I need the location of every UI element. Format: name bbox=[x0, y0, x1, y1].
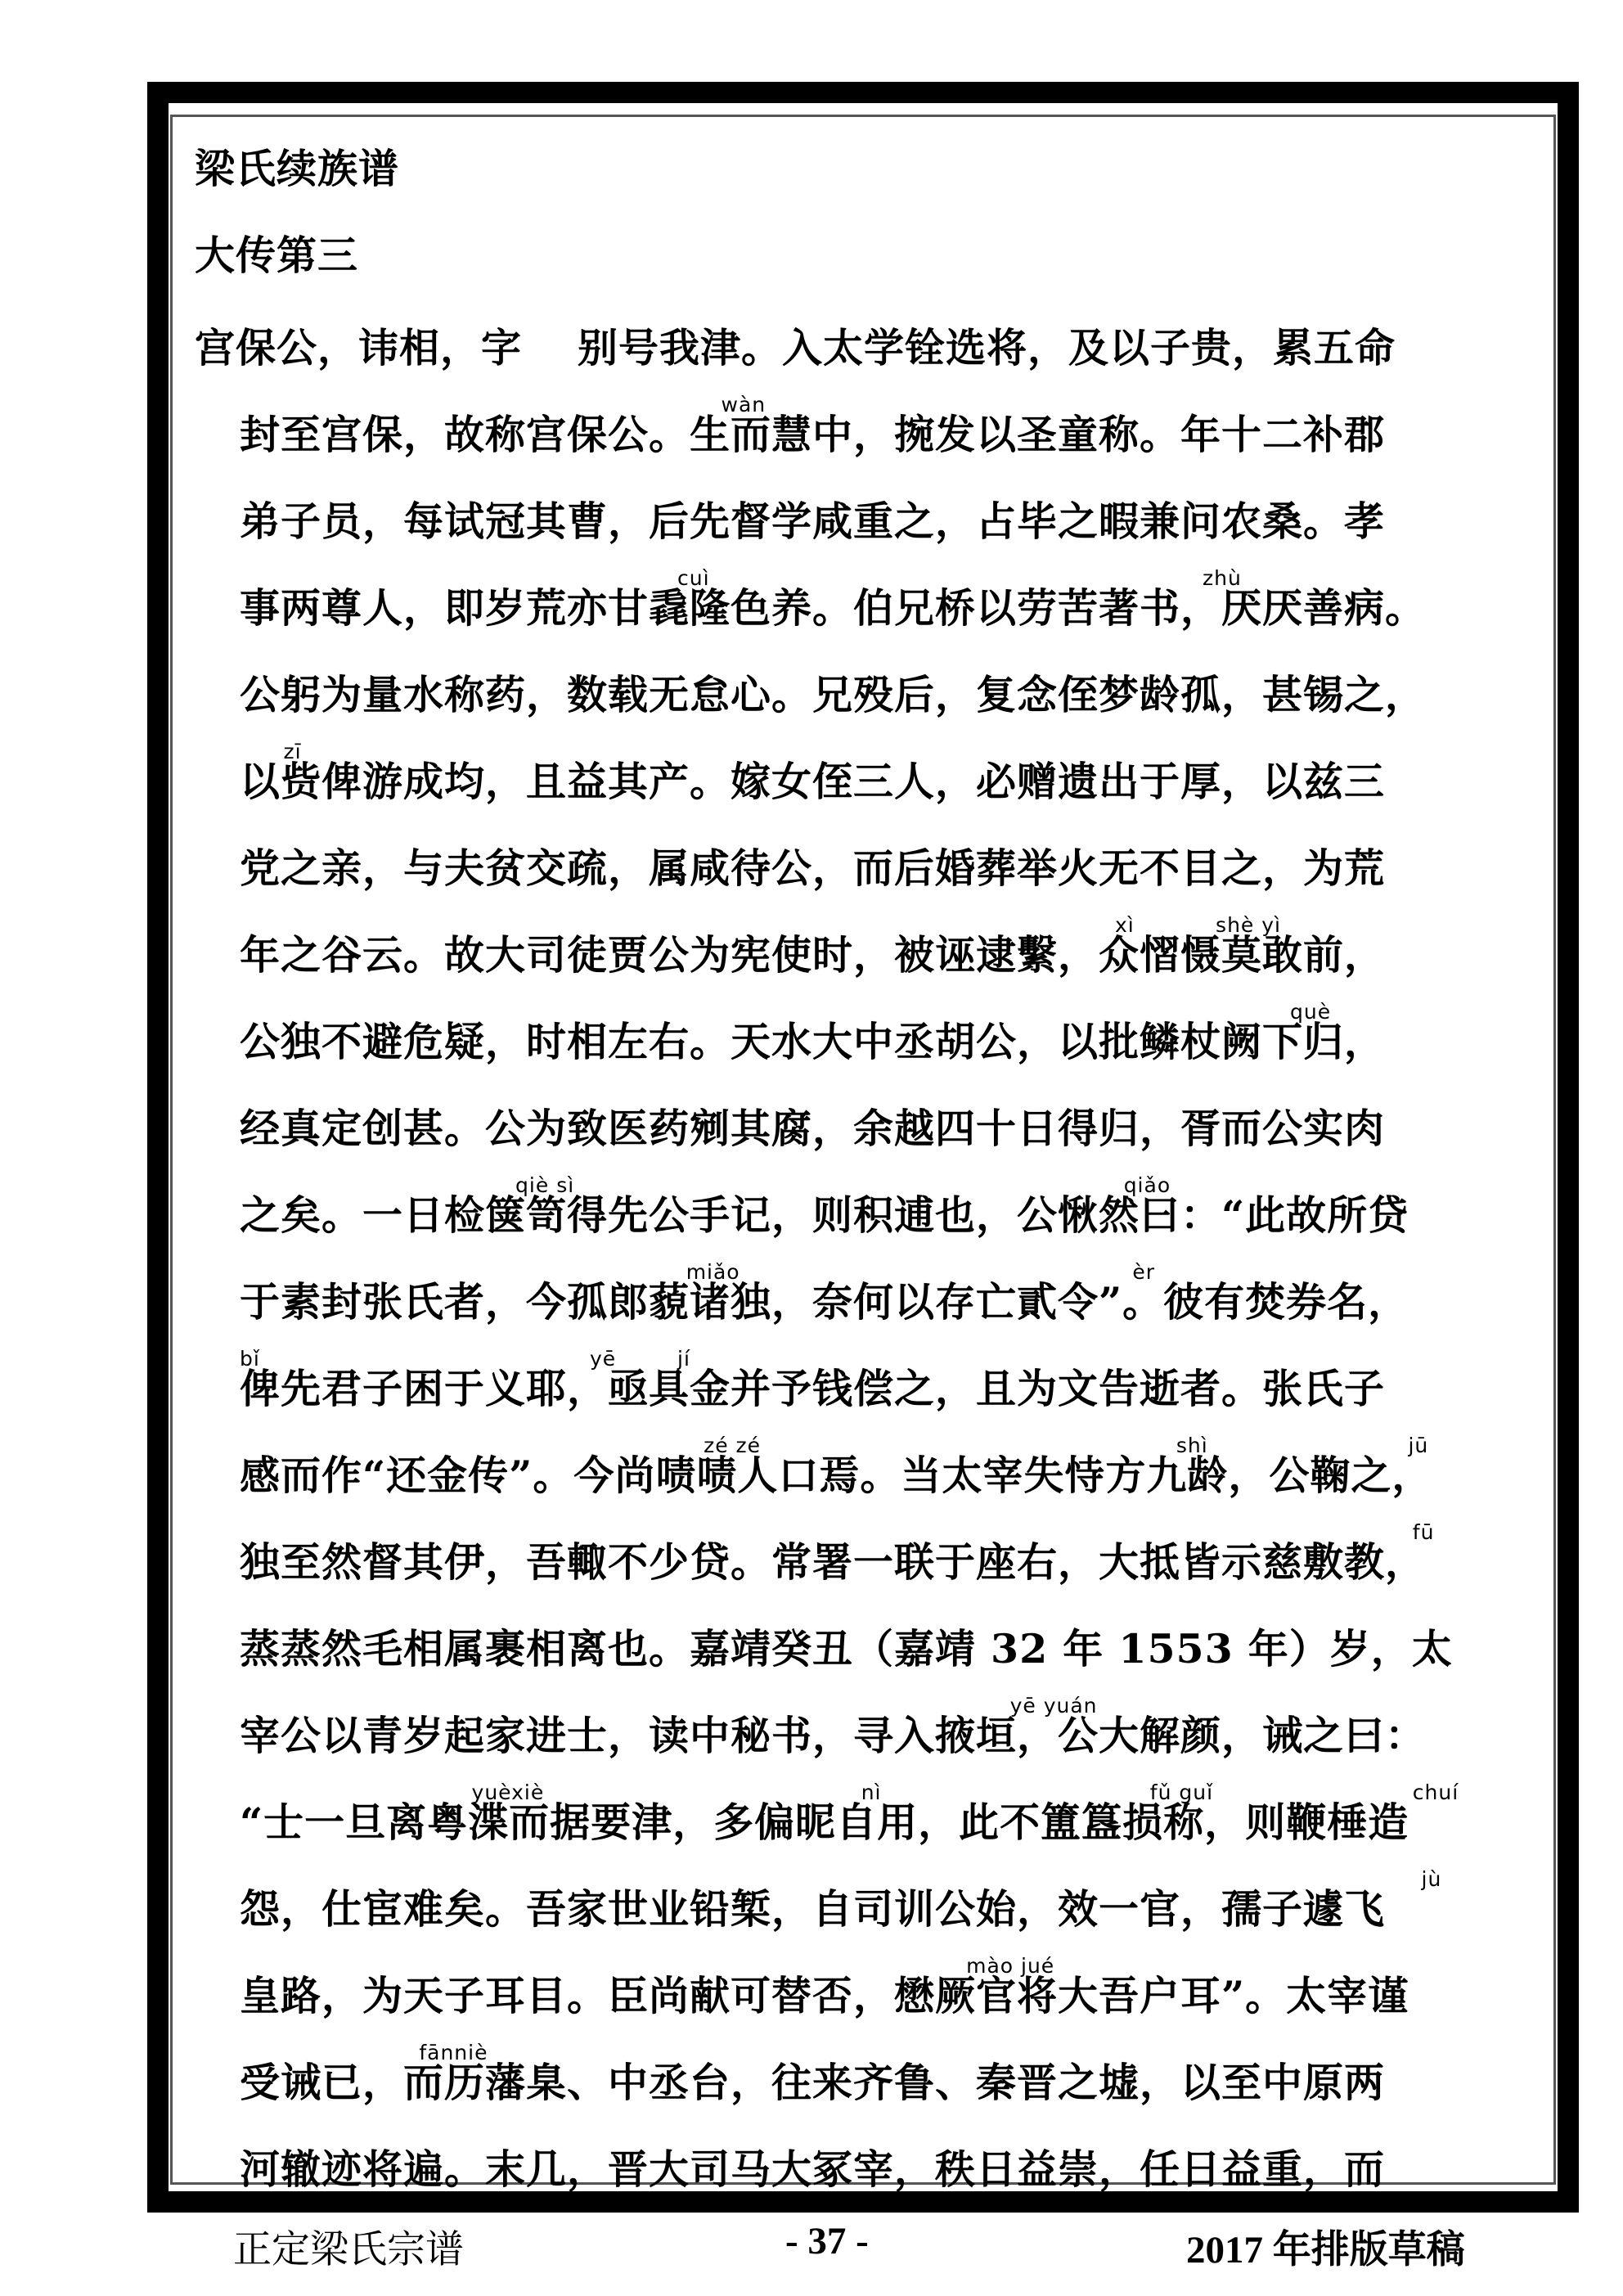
text-line bbox=[195, 730, 1553, 817]
text-line bbox=[195, 1337, 1553, 1424]
line-text: 于素封张氏者，今孤郎藐诸独，奈何以存亡貳令”。彼有焚券名， bbox=[240, 1278, 1409, 1326]
pinyin-annotation: jū bbox=[1408, 1434, 1429, 1457]
line-text: 皇路，为天子耳目。臣尚献可替否，懋厥官将大吾户耳”。太宰谨 bbox=[240, 1972, 1409, 2019]
pinyin-annotation: fānniè bbox=[419, 2041, 488, 2064]
text-line bbox=[195, 1857, 1553, 1944]
pinyin-annotation: shì bbox=[1176, 1434, 1208, 1457]
pinyin-annotation: mào jué bbox=[966, 1954, 1055, 1978]
text-line bbox=[195, 2031, 1553, 2118]
pinyin-annotation: fǔ guǐ bbox=[1149, 1781, 1214, 1804]
text-line bbox=[195, 1684, 1553, 1771]
text-line bbox=[195, 1164, 1553, 1250]
line-text: 受诫已，而历藩臬、中丞台，往来齐鲁、秦晋之墟，以至中原两 bbox=[240, 2059, 1386, 2106]
line-text: 俾先君子困于义耶，亟具金并予钱偿之，且为文告逝者。张氏子 bbox=[240, 1365, 1386, 1412]
pinyin-annotation: zhù bbox=[1203, 566, 1242, 590]
text-line bbox=[195, 383, 1553, 470]
line-text: “士一旦离粤渫而据要津，多偏昵自用，此不簠簋损称，则鞭棰造 bbox=[240, 1799, 1409, 1846]
pinyin-annotation: wàn bbox=[721, 393, 767, 416]
pinyin-annotation: miǎo bbox=[686, 1260, 740, 1284]
pinyin-annotation: zī bbox=[283, 740, 302, 763]
line-text: 公独不避危疑，时相左右。天水大中丞胡公，以批鳞杖阙下归， bbox=[240, 1018, 1386, 1065]
document-body bbox=[195, 123, 1553, 2204]
text-line bbox=[195, 1424, 1553, 1510]
text-line bbox=[195, 990, 1553, 1077]
line-text: 经真定创甚。公为致医药剜其腐，余越四十日得归，胥而公实肉 bbox=[240, 1105, 1386, 1152]
pinyin-annotation: jí bbox=[677, 1347, 690, 1371]
line-text: 以赀俾游成均，且益其产。嫁女侄三人，必赠遗出于厚，以兹三 bbox=[240, 758, 1386, 805]
book-title: 梁氏续族谱 bbox=[195, 145, 400, 192]
pinyin-annotation: shè yì bbox=[1216, 913, 1281, 937]
pinyin-annotation: èr bbox=[1132, 1260, 1156, 1284]
footer-book-name: 正定梁氏宗谱 bbox=[233, 2229, 464, 2271]
text-line bbox=[195, 470, 1553, 556]
pinyin-annotation: cuì bbox=[677, 566, 710, 590]
pinyin-annotation: chuí bbox=[1412, 1781, 1459, 1804]
text-line bbox=[195, 1077, 1553, 1164]
pinyin-annotation: què bbox=[1290, 1000, 1332, 1024]
line-text: 怨，仕宦难矣。吾家世业铅椠，自司训公始，效一官，孺子遽飞 bbox=[240, 1885, 1386, 1933]
pinyin-annotation: zé zé bbox=[704, 1434, 762, 1457]
pinyin-annotation: yē yuán bbox=[1009, 1694, 1098, 1717]
pinyin-annotation: nì bbox=[861, 1781, 882, 1804]
line-text: 党之亲，与夫贫交疏，属咸待公，而后婚葬举火无不目之，为荒 bbox=[240, 844, 1386, 892]
line-text: 公躬为量水称药，数载无怠心。兄殁后，复念侄梦龄孤，甚锡之， bbox=[240, 671, 1427, 718]
text-line bbox=[195, 1771, 1553, 1857]
text-line bbox=[195, 1510, 1553, 1597]
line-text: 之矣。一日检箧笥得先公手记，则积逋也，公愀然曰：“此故所贷 bbox=[240, 1191, 1409, 1239]
line-text: 封至宫保，故称宫保公。生而慧中，捥发以圣童称。年十二补郡 bbox=[240, 411, 1386, 458]
line-text: 宰公以青岁起家进士，读中秘书，寻入掖垣，公大解颜，诫之曰： bbox=[240, 1712, 1427, 1759]
pinyin-annotation: qiǎo bbox=[1123, 1173, 1171, 1197]
pinyin-annotation: fū bbox=[1412, 1520, 1435, 1544]
text-line bbox=[195, 1250, 1553, 1337]
page-number: - 37 - bbox=[785, 2220, 869, 2262]
line-text: 独至然督其伊，吾輙不少贷。常署一联于座右，大抵皆示慈敷教， bbox=[240, 1538, 1427, 1586]
line-text: 感而作“还金传”。今尚啧啧人口焉。当太宰失恃方九龄，公鞠之， bbox=[240, 1452, 1433, 1499]
line-text: 年之谷云。故大司徒贾公为宪使时，被诬逮繫，众慴慑莫敢前， bbox=[240, 931, 1386, 979]
pinyin-annotation: qiè sì bbox=[515, 1173, 575, 1197]
line-text: 宫保公，讳相，字 别号我津。入太学铨选将，及以子贵，累五命 bbox=[195, 324, 1396, 371]
line-text: 事两尊人，即岁荒亦甘毳隆色养。伯兄桥以劳苦著书，厌厌善病。 bbox=[240, 584, 1427, 632]
pinyin-annotation: yē bbox=[590, 1347, 617, 1371]
text-line bbox=[195, 643, 1553, 730]
text-lines bbox=[195, 296, 1553, 2204]
text-line bbox=[195, 556, 1553, 643]
line-text: 弟子员，每试冠其曹，后先督学咸重之，占毕之暇兼问农桑。孝 bbox=[240, 497, 1386, 545]
page-footer bbox=[0, 2219, 1623, 2276]
text-line bbox=[195, 1944, 1553, 2031]
section-title: 大传第三 bbox=[195, 232, 359, 279]
line-text: 蒸蒸然毛相属裹相离也。嘉靖癸丑（嘉靖 32 年 1553 年）岁，太 bbox=[240, 1625, 1453, 1672]
line-text: 河辙迹将遍。末几，晋大司马大冢宰，秩日益崇，任日益重，而 bbox=[240, 2145, 1386, 2193]
text-line bbox=[195, 903, 1553, 990]
text-line bbox=[195, 817, 1553, 903]
text-line bbox=[195, 1597, 1553, 1684]
pinyin-annotation: yuèxiè bbox=[471, 1781, 545, 1804]
pinyin-annotation: bǐ bbox=[240, 1347, 260, 1371]
footer-draft-note: 2017 年排版草稿 bbox=[1186, 2229, 1465, 2271]
text-line bbox=[195, 2118, 1553, 2204]
pinyin-annotation: jù bbox=[1421, 1867, 1442, 1891]
text-line bbox=[195, 296, 1553, 383]
pinyin-annotation: xì bbox=[1115, 913, 1135, 937]
